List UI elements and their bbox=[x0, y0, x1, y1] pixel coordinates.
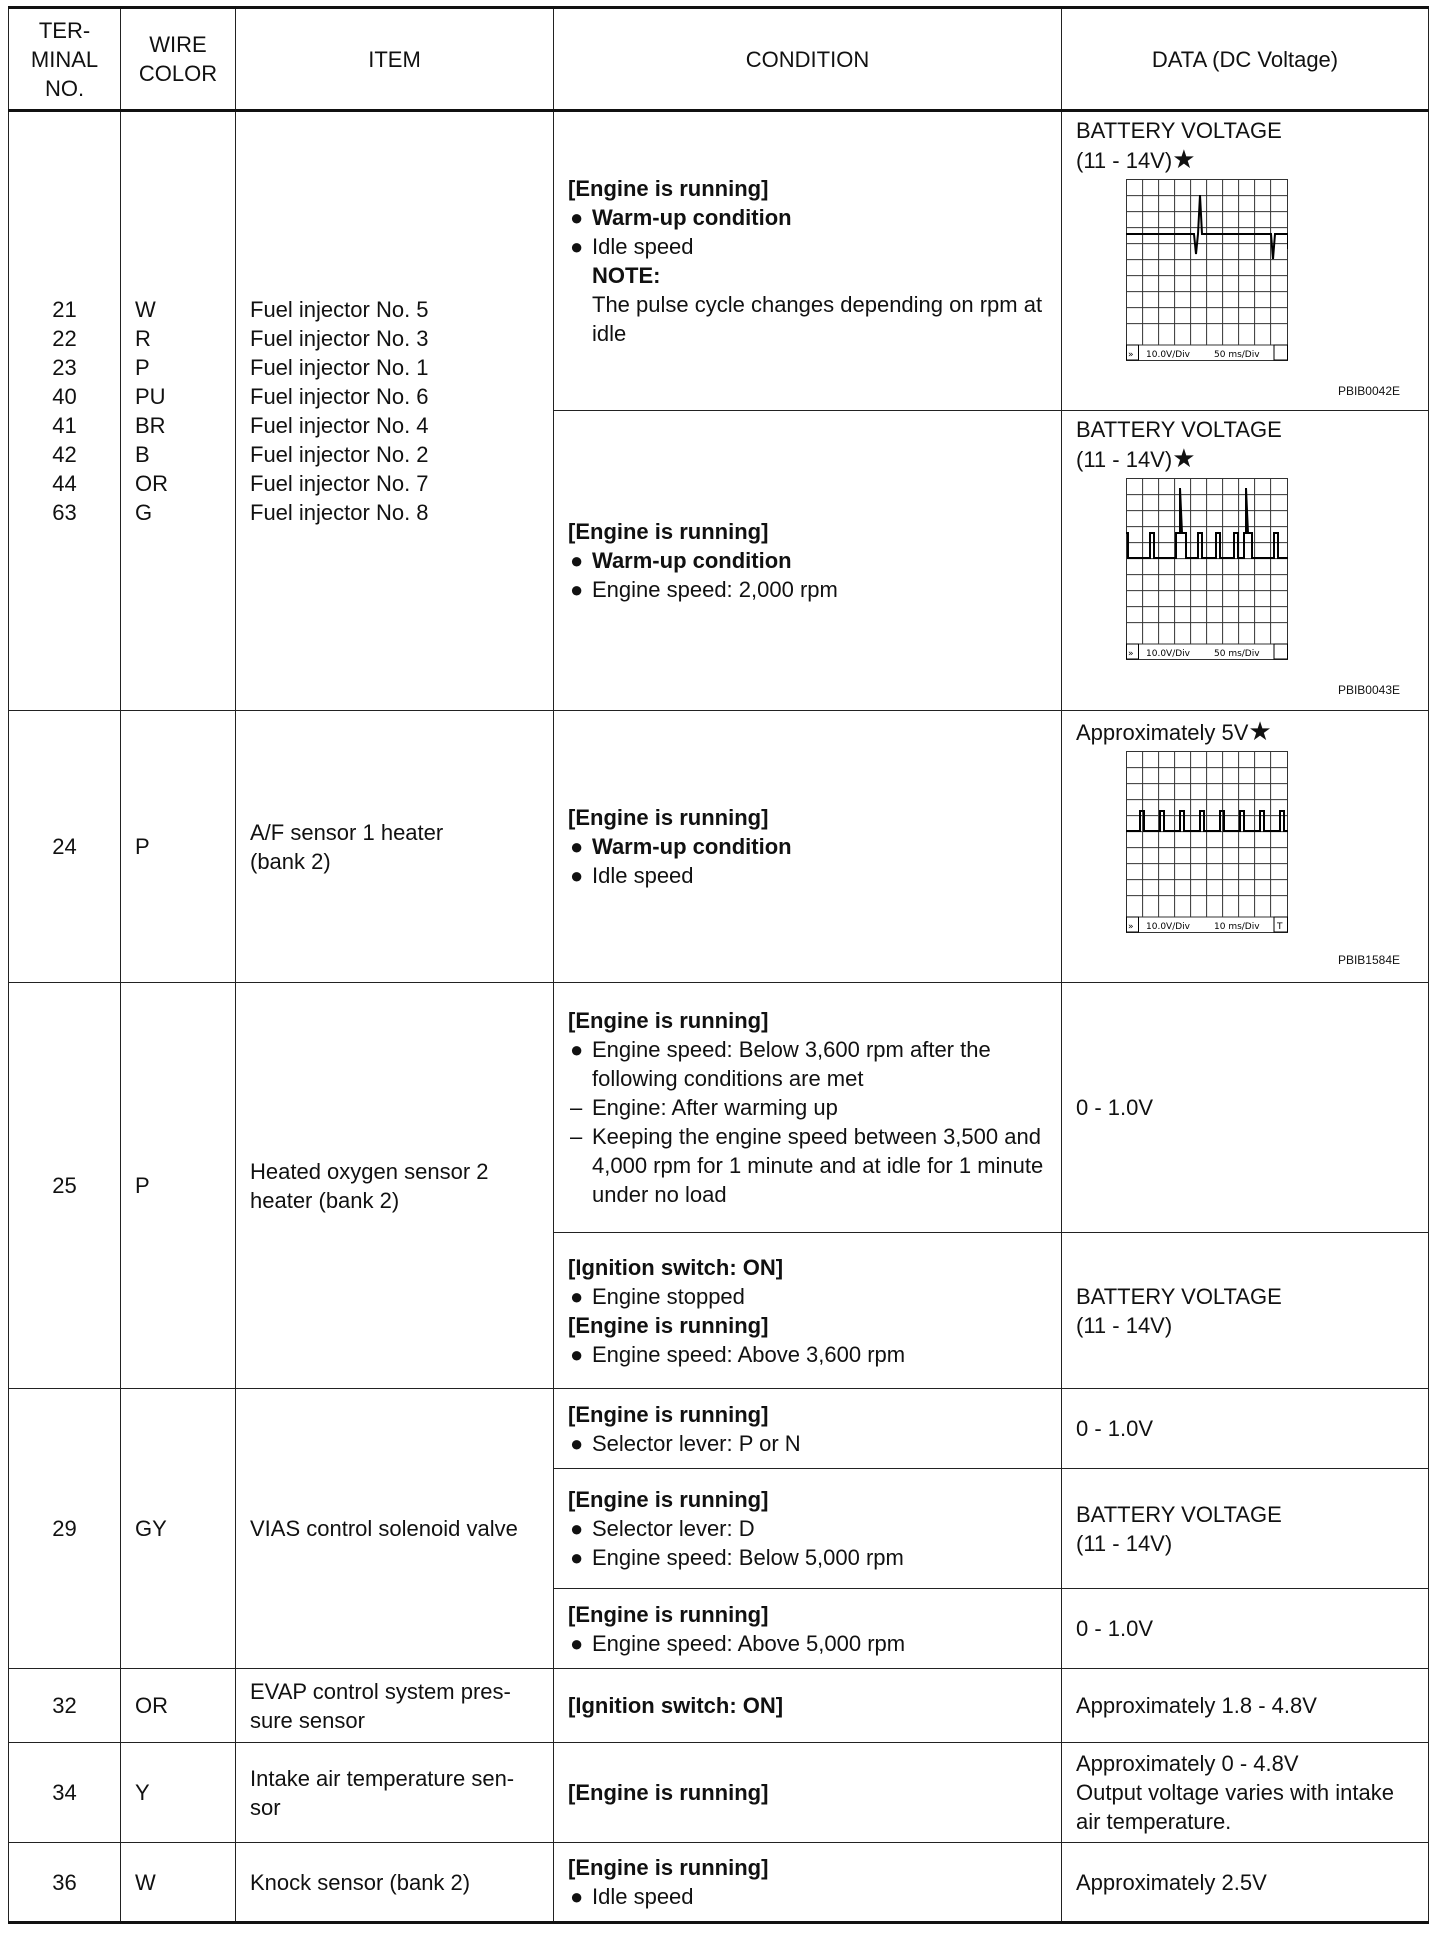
table-row bbox=[9, 983, 1429, 1233]
oscilloscope-waveform bbox=[1126, 478, 1288, 660]
star-icon: ★ bbox=[1172, 144, 1196, 174]
condition-cell: [Engine is running] ● Selector lever: P or N bbox=[554, 1389, 1062, 1469]
star-icon: ★ bbox=[1172, 443, 1196, 473]
wire-color-cell: P bbox=[121, 711, 236, 983]
oscilloscope-waveform bbox=[1126, 179, 1288, 361]
header-row bbox=[9, 8, 1429, 111]
item-cell: EVAP control system pres- sure sensor bbox=[236, 1669, 554, 1743]
data-cell: Approximately 2.5V bbox=[1062, 1843, 1429, 1923]
item-cell: VIAS control solenoid valve bbox=[236, 1389, 554, 1669]
wire-color-cell: P bbox=[121, 983, 236, 1389]
header-condition: CONDITION bbox=[554, 8, 1062, 111]
svg-text:10.0V/Div: 10.0V/Div bbox=[1146, 922, 1190, 932]
data-cell: BATTERY VOLTAGE (11 - 14V) bbox=[1062, 1233, 1429, 1389]
oscilloscope-waveform bbox=[1126, 751, 1288, 933]
note: NOTE: The pulse cycle changes depending on rpm at idle bbox=[592, 263, 1043, 346]
condition-cell: [Ignition switch: ON] ● Engine stopped [Engine is running] ● Engine speed: Above 3,600 rpm bbox=[554, 1233, 1062, 1389]
item-cell: Knock sensor (bank 2) bbox=[236, 1843, 554, 1923]
item-cell: Fuel injector No. 5 Fuel injector No. 3 Fuel injector No. 1 Fuel injector No. 6 Fuel injector No. 4 Fuel injector No. 2 Fuel injector No. 7 Fuel injector No. 8 bbox=[236, 111, 554, 711]
data-cell: BATTERY VOLTAGE (11 - 14V)★ » 10.0V/Div 50 ms/Div PBIB0042E bbox=[1062, 111, 1429, 411]
svg-text:T: T bbox=[1277, 922, 1283, 932]
terminal-cell: 34 bbox=[9, 1743, 121, 1843]
table-row bbox=[9, 1389, 1429, 1469]
table-row bbox=[9, 1743, 1429, 1843]
wire-color-cell: W R P PU BR B OR G bbox=[121, 111, 236, 711]
header-wire-color: WIRE COLOR bbox=[121, 8, 236, 111]
wire-color-cell: OR bbox=[121, 1669, 236, 1743]
wire-color-cell: W bbox=[121, 1843, 236, 1923]
table-row bbox=[9, 1843, 1429, 1923]
header-terminal: TER- MINAL NO. bbox=[9, 8, 121, 111]
data-cell: BATTERY VOLTAGE (11 - 14V)★ » 10.0V/Div 50 ms/Div PBIB0043E bbox=[1062, 411, 1429, 711]
condition-cell: [Engine is running] bbox=[554, 1743, 1062, 1843]
svg-text:50 ms/Div: 50 ms/Div bbox=[1214, 350, 1260, 360]
data-cell: Approximately 0 - 4.8V Output voltage varies with intake air temperature. bbox=[1062, 1743, 1429, 1843]
header-data: DATA (DC Voltage) bbox=[1062, 8, 1429, 111]
condition-cell: [Engine is running] ● Engine speed: Above 5,000 rpm bbox=[554, 1589, 1062, 1669]
data-cell: 0 - 1.0V bbox=[1062, 1589, 1429, 1669]
item-cell: A/F sensor 1 heater (bank 2) bbox=[236, 711, 554, 983]
condition-cell: [Engine is running] ● Engine speed: Below 3,600 rpm after the following conditions are met – Engine: After warming up – Keeping the engine speed between 3,500 and 4,000 rpm for 1 minute and at idle for 1 minute under no load bbox=[554, 983, 1062, 1233]
item-cell: Heated oxygen sensor 2 heater (bank 2) bbox=[236, 983, 554, 1389]
terminal-cell: 21 22 23 40 41 42 44 63 bbox=[9, 111, 121, 711]
item-cell: Intake air temperature sen- sor bbox=[236, 1743, 554, 1843]
ecm-terminal-table bbox=[8, 6, 1429, 1924]
data-cell: 0 - 1.0V bbox=[1062, 1389, 1429, 1469]
condition-cell: [Ignition switch: ON] bbox=[554, 1669, 1062, 1743]
condition-cell: [Engine is running] ● Warm-up condition ● Idle speed NOTE: The pulse cycle changes depending on rpm at idle bbox=[554, 111, 1062, 411]
svg-text:10.0V/Div: 10.0V/Div bbox=[1146, 350, 1190, 360]
data-cell: BATTERY VOLTAGE (11 - 14V) bbox=[1062, 1469, 1429, 1589]
terminal-cell: 32 bbox=[9, 1669, 121, 1743]
svg-text:10.0V/Div: 10.0V/Div bbox=[1146, 649, 1190, 659]
table-row bbox=[9, 111, 1429, 411]
terminal-cell: 29 bbox=[9, 1389, 121, 1669]
terminal-cell: 36 bbox=[9, 1843, 121, 1923]
condition-cell: [Engine is running] ● Warm-up condition ● Engine speed: 2,000 rpm bbox=[554, 411, 1062, 711]
data-cell: Approximately 1.8 - 4.8V bbox=[1062, 1669, 1429, 1743]
star-icon: ★ bbox=[1248, 716, 1272, 746]
svg-text:»: » bbox=[1128, 649, 1134, 659]
wire-color-cell: Y bbox=[121, 1743, 236, 1843]
table-row bbox=[9, 711, 1429, 983]
terminal-cell: 25 bbox=[9, 983, 121, 1389]
condition-cell: [Engine is running] ● Idle speed bbox=[554, 1843, 1062, 1923]
data-cell: 0 - 1.0V bbox=[1062, 983, 1429, 1233]
wire-color-cell: GY bbox=[121, 1389, 236, 1669]
svg-text:50 ms/Div: 50 ms/Div bbox=[1214, 649, 1260, 659]
terminal-cell: 24 bbox=[9, 711, 121, 983]
table-row bbox=[9, 1669, 1429, 1743]
condition-cell: [Engine is running] ● Selector lever: D ● Engine speed: Below 5,000 rpm bbox=[554, 1469, 1062, 1589]
svg-text:»: » bbox=[1128, 350, 1134, 360]
condition-cell: [Engine is running] ● Warm-up condition ● Idle speed bbox=[554, 711, 1062, 983]
data-cell: Approximately 5V★ » 10.0V/Div 10 ms/Div T PBIB1584E bbox=[1062, 711, 1429, 983]
header-item: ITEM bbox=[236, 8, 554, 111]
svg-text:»: » bbox=[1128, 922, 1134, 932]
svg-text:10 ms/Div: 10 ms/Div bbox=[1214, 922, 1260, 932]
